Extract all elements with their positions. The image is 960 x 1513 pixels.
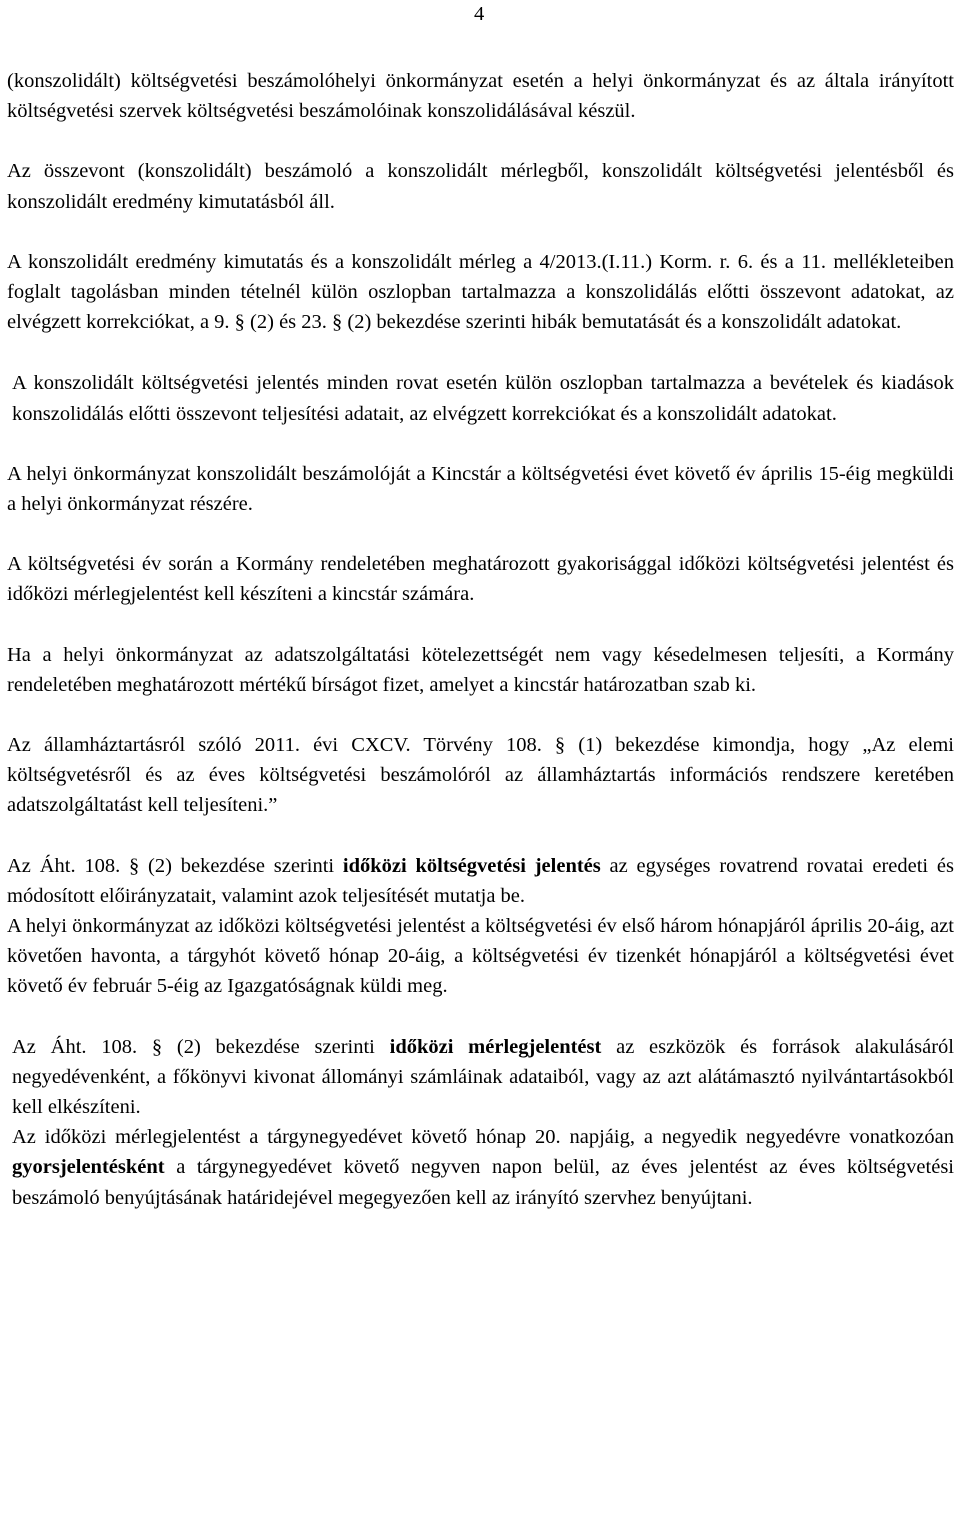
paragraph-9 xyxy=(7,851,954,911)
paragraph-8: Az államháztartásról szóló 2011. évi CXCV. Törvény 108. § (1) bekezdése kimondja, hogy „Az elemi költségvetésről és az éves költségvetési beszámolóról az államháztartás információs rendszere keretében adatszolgáltatást kell teljesíteni.” xyxy=(7,734,954,817)
paragraph-12-after: a tárgynegyedévet követő negyven napon belül, az éves jelentést az éves költségvetési beszámoló benyújtásának határidejével megegyezően kell az irányító szervhez benyújtani. xyxy=(12,1156,954,1209)
paragraph-6: A költségvetési év során a Kormány rendeletében meghatározott gyakorisággal időközi költségvetési jelentést és időközi mérlegjelentést kell készíteni a kincstár számára. xyxy=(7,553,954,606)
paragraph-5: A helyi önkormányzat konszolidált beszámolóját a Kincstár a költségvetési évet követő év április 15-éig megküldi a helyi önkormányzat részére. xyxy=(7,462,954,516)
paragraph-11 xyxy=(7,1032,954,1123)
paragraph-12-bold: gyorsjelentésként xyxy=(12,1156,165,1179)
body-text xyxy=(7,66,954,1213)
paragraph-9-after: az egységes rovatrend rovatai eredeti és módosított előirányzatait, valamint azok teljesítését mutatja be. xyxy=(7,854,954,907)
paragraph-4: A konszolidált költségvetési jelentés minden rovat esetén külön oszlopban tartalmazza a bevételek és kiadások konszolidálás előtti összevont teljesítési adatait, az elvégzett korrekciókat és a konszolidált adatokat. xyxy=(12,372,954,425)
paragraph-7: Ha a helyi önkormányzat az adatszolgáltatási kötelezettségét nem vagy késedelmesen teljesíti, a Kormány rendeletében meghatározott mértékű bírságot fizet, amelyet a kincstár határozatban szab ki. xyxy=(7,643,954,696)
page-number: 4 xyxy=(474,3,485,25)
paragraph-9-before: Az Áht. 108. § (2) bekezdése szerinti xyxy=(7,854,343,877)
paragraph-9-bold: időközi költségvetési jelentés xyxy=(342,854,601,877)
paragraph-10: A helyi önkormányzat az időközi költségvetési jelentést a költségvetési év első három hónapjáról április 20-áig, azt követően havonta, a tárgyhót követő hónap 20-áig, a költségvetési év tizenkét hónapjáról a költségvetési évet követő év február 5-éig az Igazgatóságnak küldi meg. xyxy=(7,915,954,998)
paragraph-2: Az összevont (konszolidált) beszámoló a konszolidált mérlegből, konszolidált költségvetési jelentésből és konszolidált eredmény kimutatásból áll. xyxy=(7,160,954,213)
paragraph-11-after: az eszközök és források alakulásáról negyedévenként, a főkönyvi kivonat állományi számláinak adataiból, vagy az azt alátámasztó nyilvántartásokból kell elkészíteni. xyxy=(12,1035,954,1119)
paragraph-11-bold: időközi mérlegjelentést xyxy=(389,1035,602,1058)
paragraph-11-before: Az Áht. 108. § (2) bekezdése szerinti xyxy=(12,1035,390,1058)
paragraph-12-before: Az időközi mérlegjelentést a tárgynegyedévet követő hónap 20. napjáig, a negyedik negyedévre vonatkozóan xyxy=(12,1126,954,1149)
paragraph-3: A konszolidált eredmény kimutatás és a konszolidált mérleg a 4/2013.(I.11.) Korm. r. 6. és a 11. mellékleteiben foglalt tagolásban minden tételnél külön oszlopban tartalmazza a konszolidálás előtti összevont adatokat, az elvégzett korrekciókat, a 9. § (2) és 23. § (2) bekezdése szerinti hibák bemutatását és a konszolidált adatokat. xyxy=(7,250,954,334)
paragraph-1: (konszolidált) költségvetési beszámolóhelyi önkormányzat esetén a helyi önkormányzat és az általa irányított költségvetési szervek költségvetési beszámolóinak konszolidálásával készül. xyxy=(7,70,954,123)
paragraph-12 xyxy=(7,1122,954,1213)
